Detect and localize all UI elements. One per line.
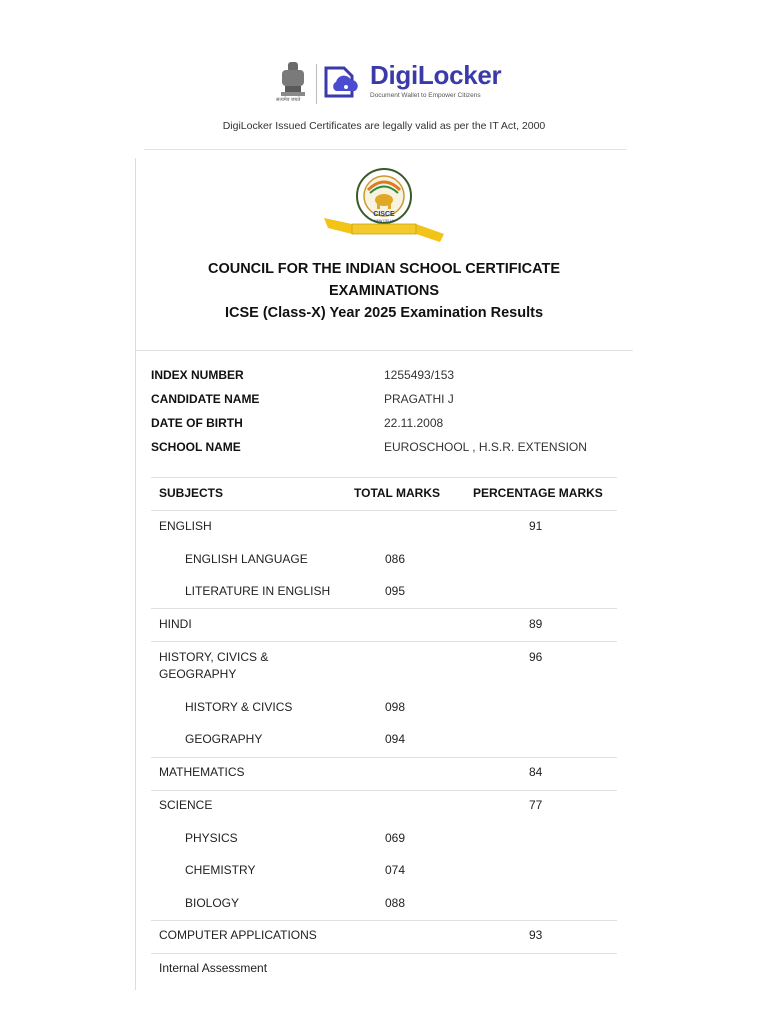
school-name-value: EUROSCHOOL , H.S.R. EXTENSION: [384, 440, 587, 454]
cisce-logo-subtext: NEW DELHI: [374, 219, 394, 223]
dob-label: DATE OF BIRTH: [151, 416, 243, 430]
section-divider: [136, 350, 633, 351]
heading-line-2: EXAMINATIONS: [328, 283, 440, 299]
table-line: [151, 953, 617, 954]
candidate-name-value: PRAGATHI J: [384, 392, 454, 406]
cisce-logo-text: CISCE: [373, 211, 395, 218]
table-row-total: 095: [385, 584, 406, 598]
table-row-percent: 84: [529, 765, 543, 779]
brand-tagline: Document Wallet to Empower Citizens: [370, 92, 481, 99]
index-number-label: INDEX NUMBER: [151, 368, 244, 382]
table-row-percent: 93: [529, 928, 543, 942]
index-number-value: 1255493/153: [384, 368, 455, 382]
table-line: [151, 608, 617, 609]
table-row-subject: GEOGRAPHY: [185, 732, 263, 746]
header-total-marks: TOTAL MARKS: [354, 486, 440, 500]
table-row-total: 086: [385, 552, 406, 566]
header-logos: [276, 58, 516, 108]
table-row-percent: 77: [529, 798, 543, 812]
table-row-percent: 96: [529, 650, 543, 664]
table-row-subject: HINDI: [159, 617, 192, 631]
table-row-subject: BIOLOGY: [185, 896, 240, 910]
header-divider: [144, 149, 627, 150]
certificate-heading: [180, 258, 588, 324]
table-row-subject: ENGLISH LANGUAGE: [185, 552, 308, 566]
table-row-subject: CHEMISTRY: [185, 863, 256, 877]
table-row-subject: HISTORY, CIVICS & GEOGRAPHY: [159, 650, 269, 681]
table-line: [151, 757, 617, 758]
cisce-logo-icon: [322, 168, 446, 248]
table-row-subject: SCIENCE: [159, 798, 213, 812]
table-row-subject: ENGLISH: [159, 519, 212, 533]
heading-line-1: COUNCIL FOR THE INDIAN SCHOOL CERTIFICATE: [207, 261, 561, 277]
table-line: [151, 510, 617, 511]
table-row-subject: PHYSICS: [185, 831, 238, 845]
table-line: [151, 790, 617, 791]
dob-value: 22.11.2008: [384, 416, 444, 430]
table-line: [151, 641, 617, 642]
table-row-percent: 89: [529, 617, 543, 631]
table-row-total: 074: [385, 863, 406, 877]
school-name-label: SCHOOL NAME: [151, 440, 241, 454]
table-row-subject: Internal Assessment: [159, 961, 268, 975]
table-row-subject: HISTORY & CIVICS: [185, 700, 293, 714]
card-border: [135, 158, 136, 990]
candidate-name-label: CANDIDATE NAME: [151, 392, 260, 406]
header-percentage-marks: PERCENTAGE MARKS: [473, 486, 603, 500]
table-line: [151, 920, 617, 921]
header-subjects: SUBJECTS: [159, 486, 224, 500]
table-row-subject: LITERATURE IN ENGLISH: [185, 584, 331, 598]
table-row-subject: COMPUTER APPLICATIONS: [159, 928, 317, 942]
table-row-total: 069: [385, 831, 406, 845]
emblem-caption: सत्यमेव जयते: [276, 97, 301, 103]
table-row-total: 088: [385, 896, 406, 910]
table-row-total: 094: [385, 732, 406, 746]
table-line: [151, 477, 617, 478]
table-row-total: 098: [385, 700, 406, 714]
heading-line-3: ICSE (Class-X) Year 2025 Examination Results: [224, 305, 544, 321]
table-row-percent: 91: [529, 519, 543, 533]
legal-notice: DigiLocker Issued Certificates are legally valid as per the IT Act, 2000: [222, 120, 546, 132]
table-row-subject: MATHEMATICS: [159, 765, 245, 779]
brand-name: DigiLocker: [370, 60, 502, 90]
digilocker-icon: [322, 64, 362, 104]
logo-divider: [316, 64, 317, 104]
